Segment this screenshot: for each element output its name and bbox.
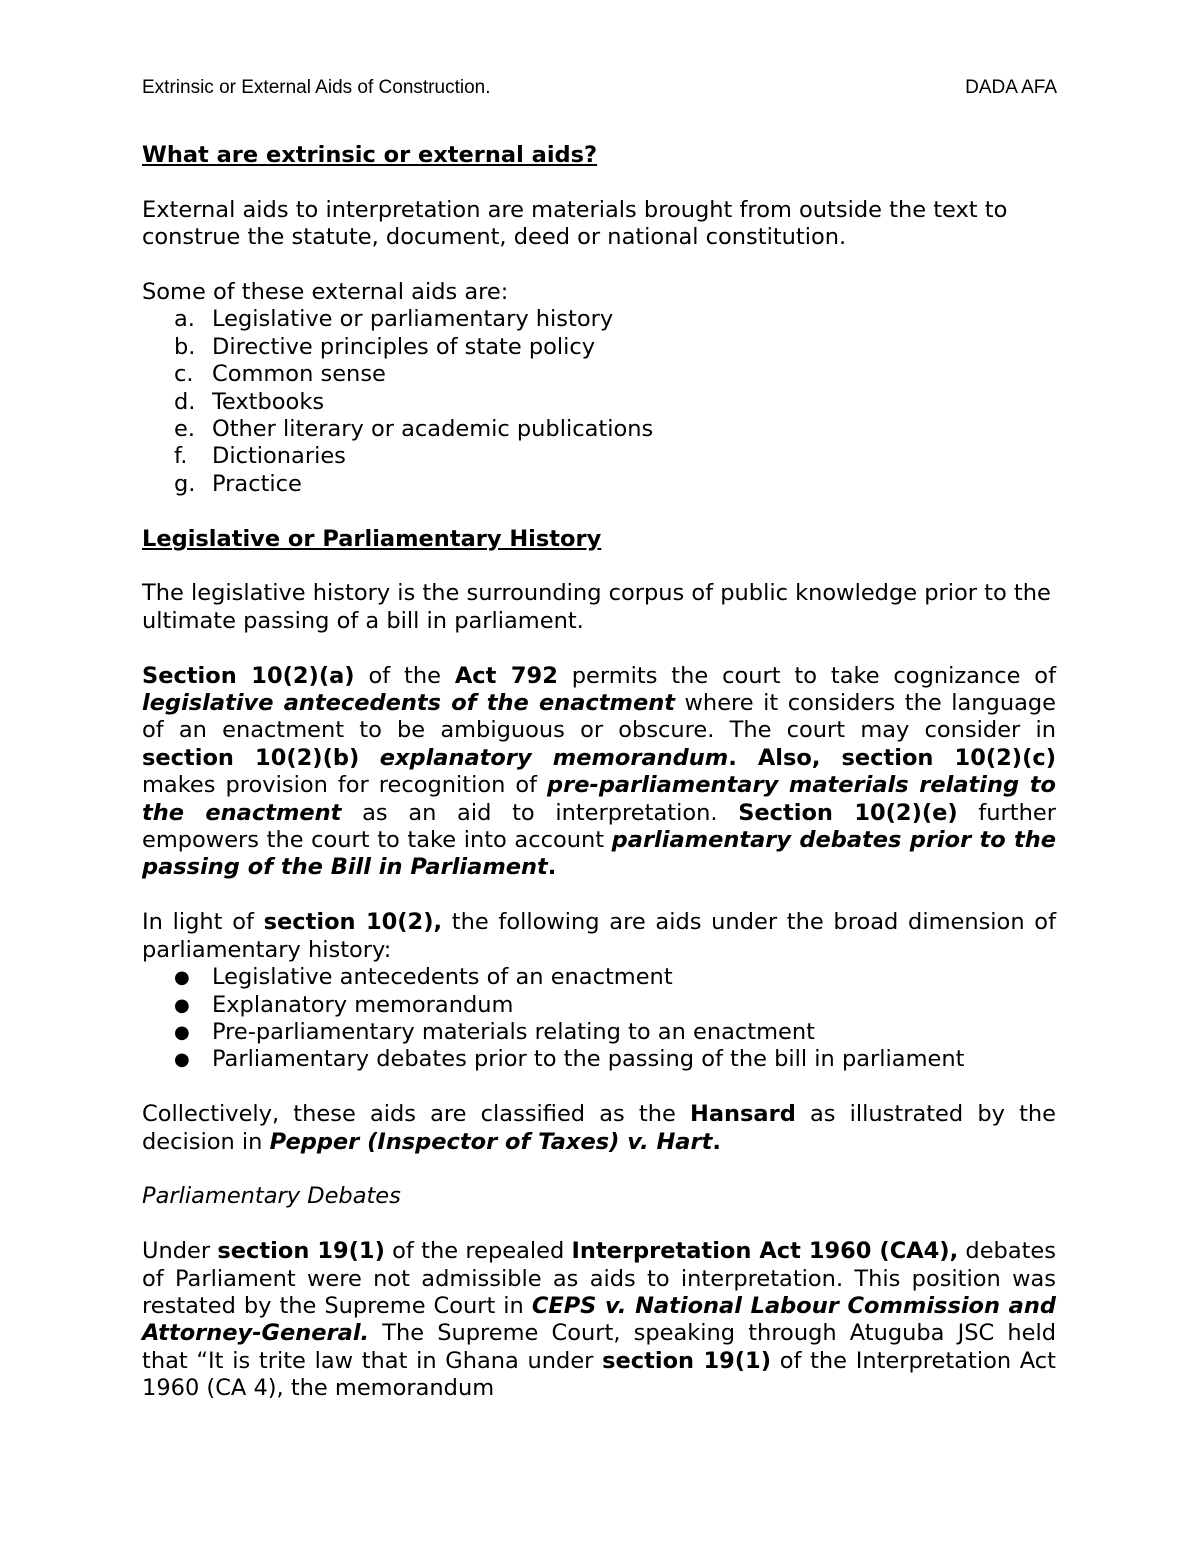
citation: Hansard — [690, 1101, 796, 1128]
bullet-icon: ● — [174, 1049, 190, 1071]
list-item — [142, 389, 1056, 416]
citation: Act 792 — [454, 662, 558, 689]
text-run — [359, 745, 379, 771]
section-10-paragraph — [142, 663, 1056, 882]
case-name: CEPS v. National Labour Commission and Attorney-General. — [142, 1292, 1056, 1347]
list-item — [142, 471, 1056, 498]
header-title: Extrinsic or External Aids of Construction. — [142, 77, 491, 98]
list-item-text: Explanatory memorandum — [212, 991, 514, 1018]
text-run: permits the court to take cognizance of — [557, 662, 1056, 689]
list-item — [142, 1046, 1056, 1073]
list-item-text: Directive principles of state policy — [212, 333, 596, 360]
text-run: Collectively, these aids are classified as the — [142, 1101, 690, 1128]
list-item — [142, 361, 1056, 388]
section-heading-external-aids: What are extrinsic or external aids? — [142, 142, 598, 168]
list-item-text: Textbooks — [212, 388, 325, 415]
emphasis: pre-parliamentary materials relating to the enactment — [142, 772, 1057, 826]
text-run: In light of — [142, 909, 264, 936]
text-run: the following are aids under the broad dimension of parliamentary history: — [142, 909, 1056, 963]
emphasis: explanatory memorandum — [379, 744, 729, 771]
text-run: . — [712, 1128, 721, 1155]
list-item-text: Other literary or academic publications — [212, 416, 654, 443]
list-item — [142, 334, 1056, 361]
text-run: . — [547, 854, 557, 881]
list-item — [142, 416, 1056, 443]
citation: section 10(2)(b) — [142, 744, 360, 771]
text-run: of the — [354, 662, 455, 689]
list-item — [142, 964, 1056, 991]
citation: Section 10(2)(a) — [142, 662, 355, 689]
citation: Interpretation Act 1960 (CA4), — [571, 1238, 959, 1265]
emphasis: parliamentary debates prior to the passing of the Bill in Parliament — [142, 827, 1056, 881]
emphasis: legislative antecedents of the enactment — [142, 690, 675, 717]
list-item — [142, 443, 1056, 470]
text-run: of the Interpretation Act 1960 (CA 4), the memorandum — [142, 1347, 1056, 1402]
list-marker: e. — [174, 416, 195, 443]
text-run: The Supreme Court, speaking through Atuguba JSC held that “It is trite law that in Ghana under — [142, 1320, 1056, 1374]
hansard-paragraph — [142, 1101, 1056, 1156]
header-author: DADA AFA — [965, 77, 1057, 98]
list-item — [142, 306, 1056, 333]
page-header — [142, 76, 1057, 100]
citation: section 10(2)(c) — [841, 744, 1056, 771]
list-marker: g. — [174, 470, 196, 497]
external-aids-list-intro: Some of these external aids are: — [142, 279, 509, 305]
citation: Section 10(2)(e) — [738, 799, 958, 826]
text-run: Under — [142, 1238, 218, 1265]
list-marker: f. — [174, 443, 188, 470]
list-item-text: Common sense — [212, 361, 386, 388]
document-body — [142, 142, 1056, 1403]
citation: section 19(1) — [602, 1347, 771, 1374]
text-run: . Also, — [728, 744, 842, 771]
list-item-text: Legislative antecedents of an enactment — [212, 964, 673, 991]
bullet-icon: ● — [174, 994, 190, 1016]
list-item-text: Dictionaries — [212, 443, 346, 470]
list-marker: d. — [174, 388, 196, 415]
text-run: debates of Parliament were not admissible as aids to interpretation. This position was restated by the Supreme Court in — [142, 1238, 1056, 1319]
text-run: as an aid to interpretation. — [341, 799, 739, 826]
list-item-text: Parliamentary debates prior to the passing of the bill in parliament — [212, 1046, 965, 1073]
text-run: where it considers the language of an enactment to be ambiguous or obscure. The court may consider in — [142, 690, 1056, 744]
list-item-text: Legislative or parliamentary history — [212, 306, 614, 333]
citation: section 10(2), — [263, 909, 443, 936]
external-aids-definition: External aids to interpretation are materials brought from outside the text to construe the statute, document, deed or national constitution. — [142, 196, 1008, 251]
list-item — [142, 1019, 1056, 1046]
text-run: as illustrated by the decision in — [142, 1101, 1057, 1155]
list-marker: a. — [174, 306, 195, 333]
list-marker: c. — [174, 361, 194, 388]
bullet-icon: ● — [174, 967, 190, 989]
parliamentary-history-aids-list — [142, 964, 1056, 1074]
subheading-parliamentary-debates: Parliamentary Debates — [142, 1183, 401, 1210]
text-run: further empowers the court to take into account — [142, 799, 1056, 854]
case-name: Pepper (Inspector of Taxes) v. Hart — [269, 1128, 713, 1155]
list-item — [142, 992, 1056, 1019]
parliamentary-debates-paragraph — [142, 1238, 1056, 1402]
external-aids-list — [142, 306, 1056, 498]
section-10-2-intro — [142, 909, 1056, 964]
list-item-text: Pre-parliamentary materials relating to an enactment — [212, 1018, 815, 1045]
list-marker: b. — [174, 333, 196, 360]
legislative-history-definition: The legislative history is the surrounding corpus of public knowledge prior to the ultimate passing of a bill in parliament. — [142, 580, 1051, 634]
section-heading-legislative-history: Legislative or Parliamentary History — [142, 525, 602, 552]
bullet-icon: ● — [174, 1021, 190, 1043]
text-run: of the repealed — [384, 1238, 572, 1265]
text-run: makes provision for recognition of — [142, 772, 548, 799]
citation: section 19(1) — [217, 1238, 385, 1265]
list-item-text: Practice — [212, 470, 302, 497]
